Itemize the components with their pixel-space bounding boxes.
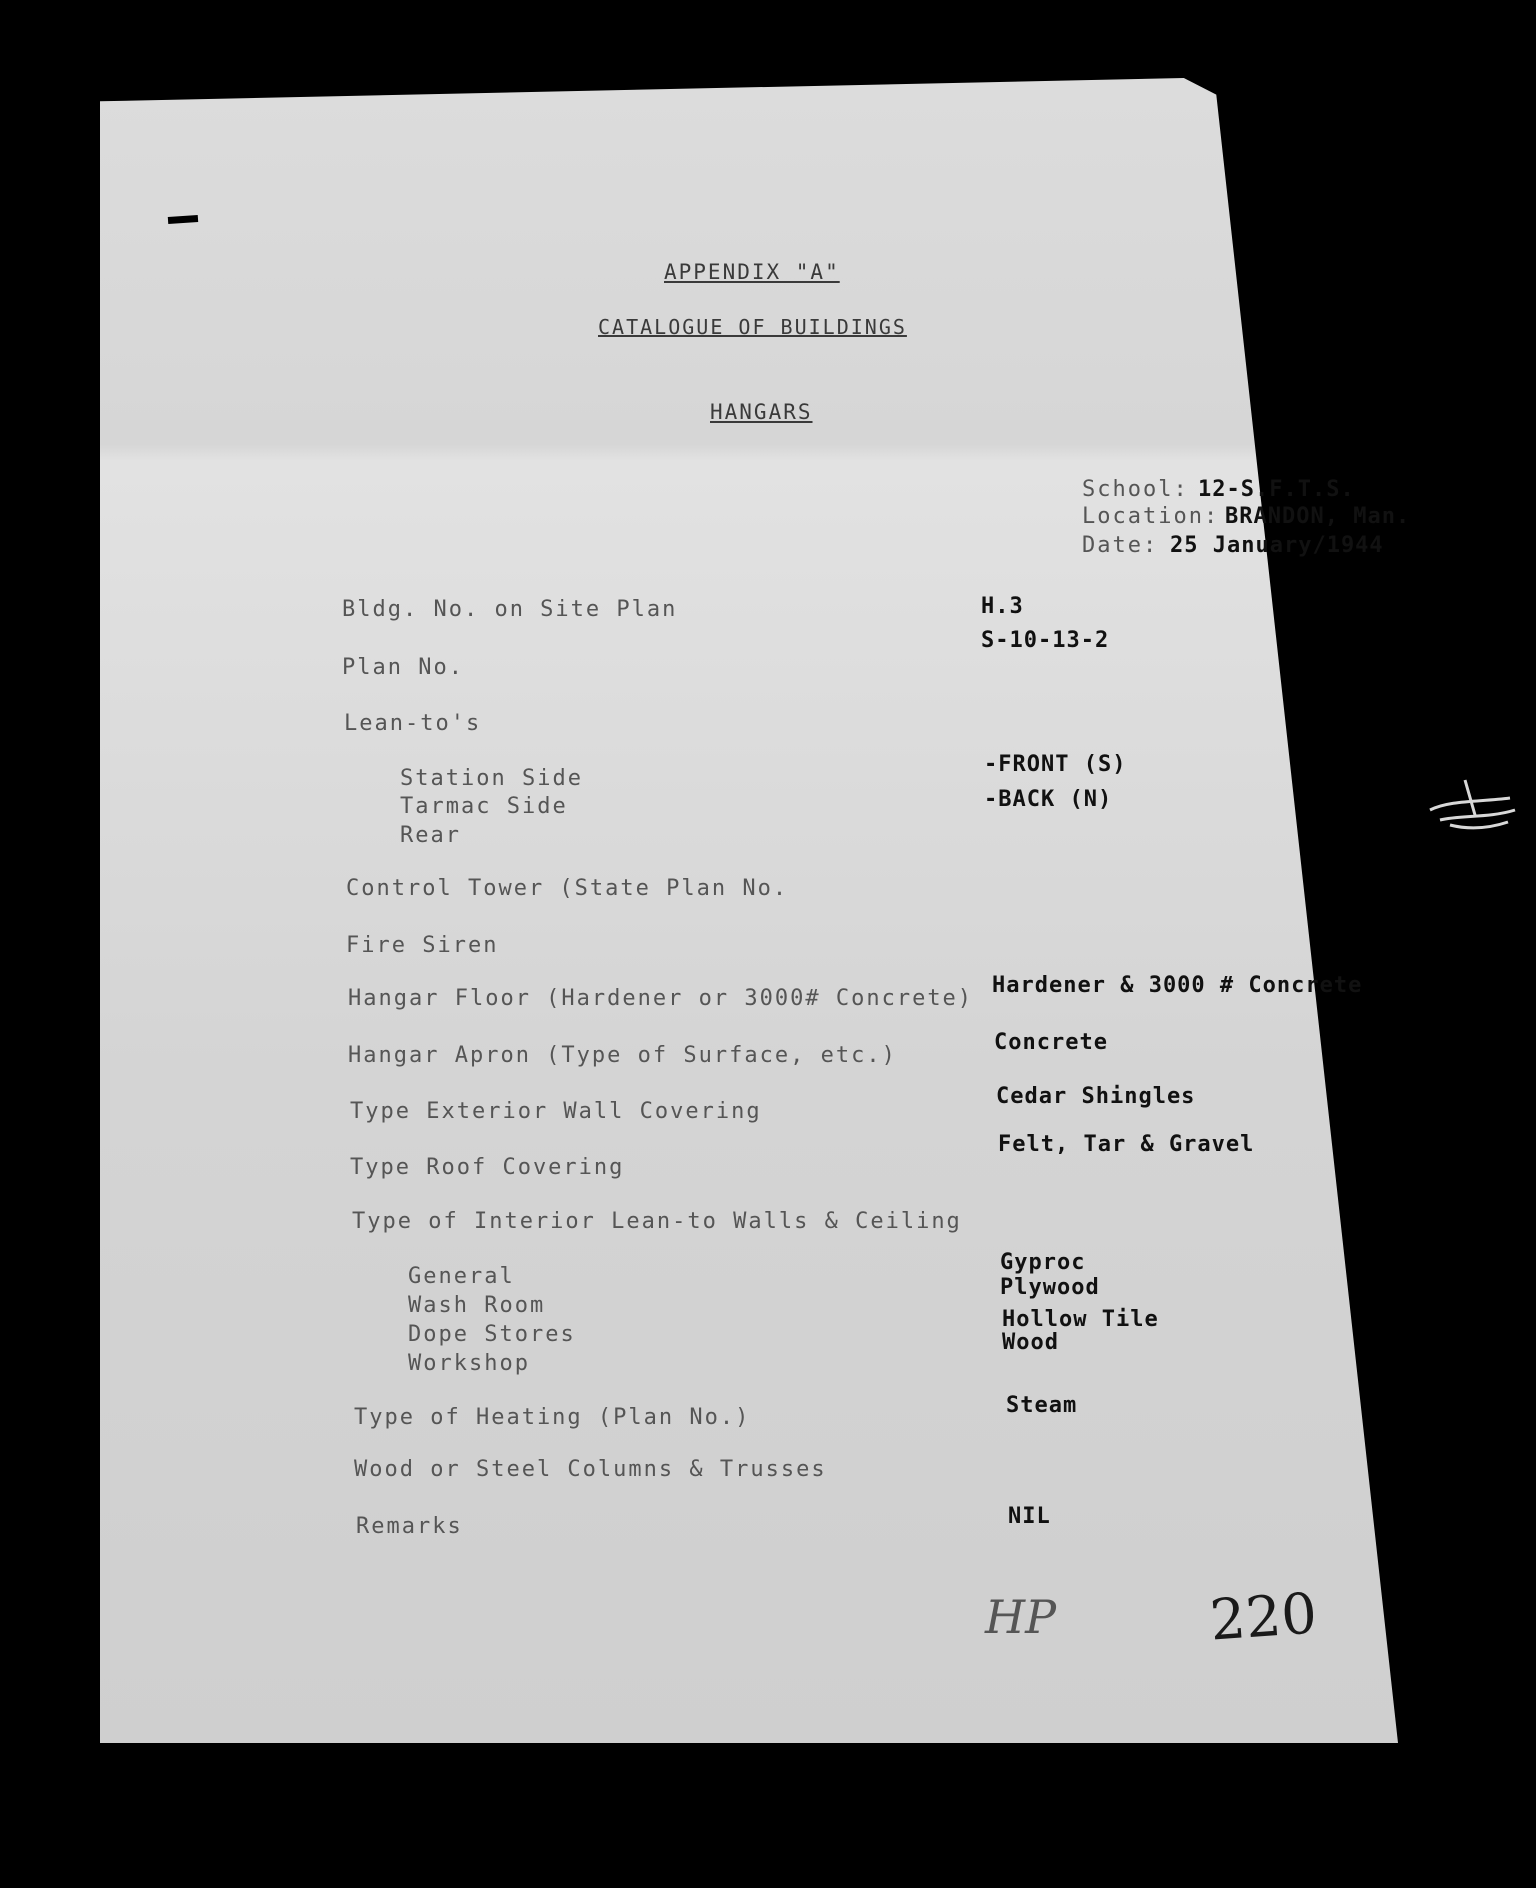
remarks-value: NIL <box>1008 1504 1051 1529</box>
appendix-heading: APPENDIX "A" <box>664 260 840 284</box>
hangar-floor-value: Hardener & 3000 # Concrete <box>992 973 1363 998</box>
hangar-floor-label: Hangar Floor (Hardener or 3000# Concrete) <box>348 986 974 1011</box>
heating-label: Type of Heating (Plan No.) <box>354 1405 751 1430</box>
roof-label: Type Roof Covering <box>350 1155 625 1180</box>
location-value: BRANDON, Man. <box>1225 504 1411 529</box>
section-heading: HANGARS <box>710 400 813 424</box>
rear-label: Rear <box>400 823 461 848</box>
handwritten-initials: HP <box>985 1590 1057 1644</box>
wash-room-label: Wash Room <box>408 1293 546 1318</box>
interior-label: Type of Interior Lean-to Walls & Ceiling <box>352 1209 962 1234</box>
date-value: 25 January/1944 <box>1170 533 1384 558</box>
date-label: Date: <box>1082 533 1159 558</box>
station-side-value: -FRONT (S) <box>984 752 1127 777</box>
heating-value: Steam <box>1006 1393 1078 1418</box>
workshop-value: Wood <box>1002 1330 1059 1355</box>
wash-room-value: Plywood <box>1000 1275 1100 1300</box>
handwritten-page-number: 220 <box>1207 1581 1320 1654</box>
dope-stores-label: Dope Stores <box>408 1322 576 1347</box>
school-label: School: <box>1082 477 1189 502</box>
lean-to-label: Lean-to's <box>344 711 482 736</box>
bldg-no-label: Bldg. No. on Site Plan <box>342 597 678 622</box>
fire-siren-label: Fire Siren <box>346 933 499 958</box>
columns-label: Wood or Steel Columns & Trusses <box>354 1457 827 1482</box>
general-label: General <box>408 1264 515 1289</box>
exterior-wall-value: Cedar Shingles <box>996 1084 1196 1109</box>
location-label: Location: <box>1082 504 1220 529</box>
exterior-wall-label: Type Exterior Wall Covering <box>350 1099 762 1124</box>
tarmac-side-value: -BACK (N) <box>984 787 1113 812</box>
plan-no-value: S-10-13-2 <box>981 628 1110 653</box>
station-side-label: Station Side <box>400 766 583 791</box>
dope-stores-value: Hollow Tile <box>1002 1307 1159 1332</box>
control-tower-label: Control Tower (State Plan No. <box>346 876 789 901</box>
roof-value: Felt, Tar & Gravel <box>998 1132 1255 1157</box>
remarks-label: Remarks <box>356 1514 463 1539</box>
general-value: Gyproc <box>1000 1250 1086 1275</box>
school-value: 12-S.F.T.S. <box>1198 477 1355 502</box>
scribble-mark <box>1420 770 1520 840</box>
bldg-no-value: H.3 <box>981 594 1024 619</box>
tarmac-side-label: Tarmac Side <box>400 794 568 819</box>
catalogue-heading: CATALOGUE OF BUILDINGS <box>598 315 907 339</box>
workshop-label: Workshop <box>408 1351 530 1376</box>
hangar-apron-value: Concrete <box>994 1030 1108 1055</box>
hangar-apron-label: Hangar Apron (Type of Surface, etc.) <box>348 1043 897 1068</box>
plan-no-label: Plan No. <box>342 655 464 680</box>
